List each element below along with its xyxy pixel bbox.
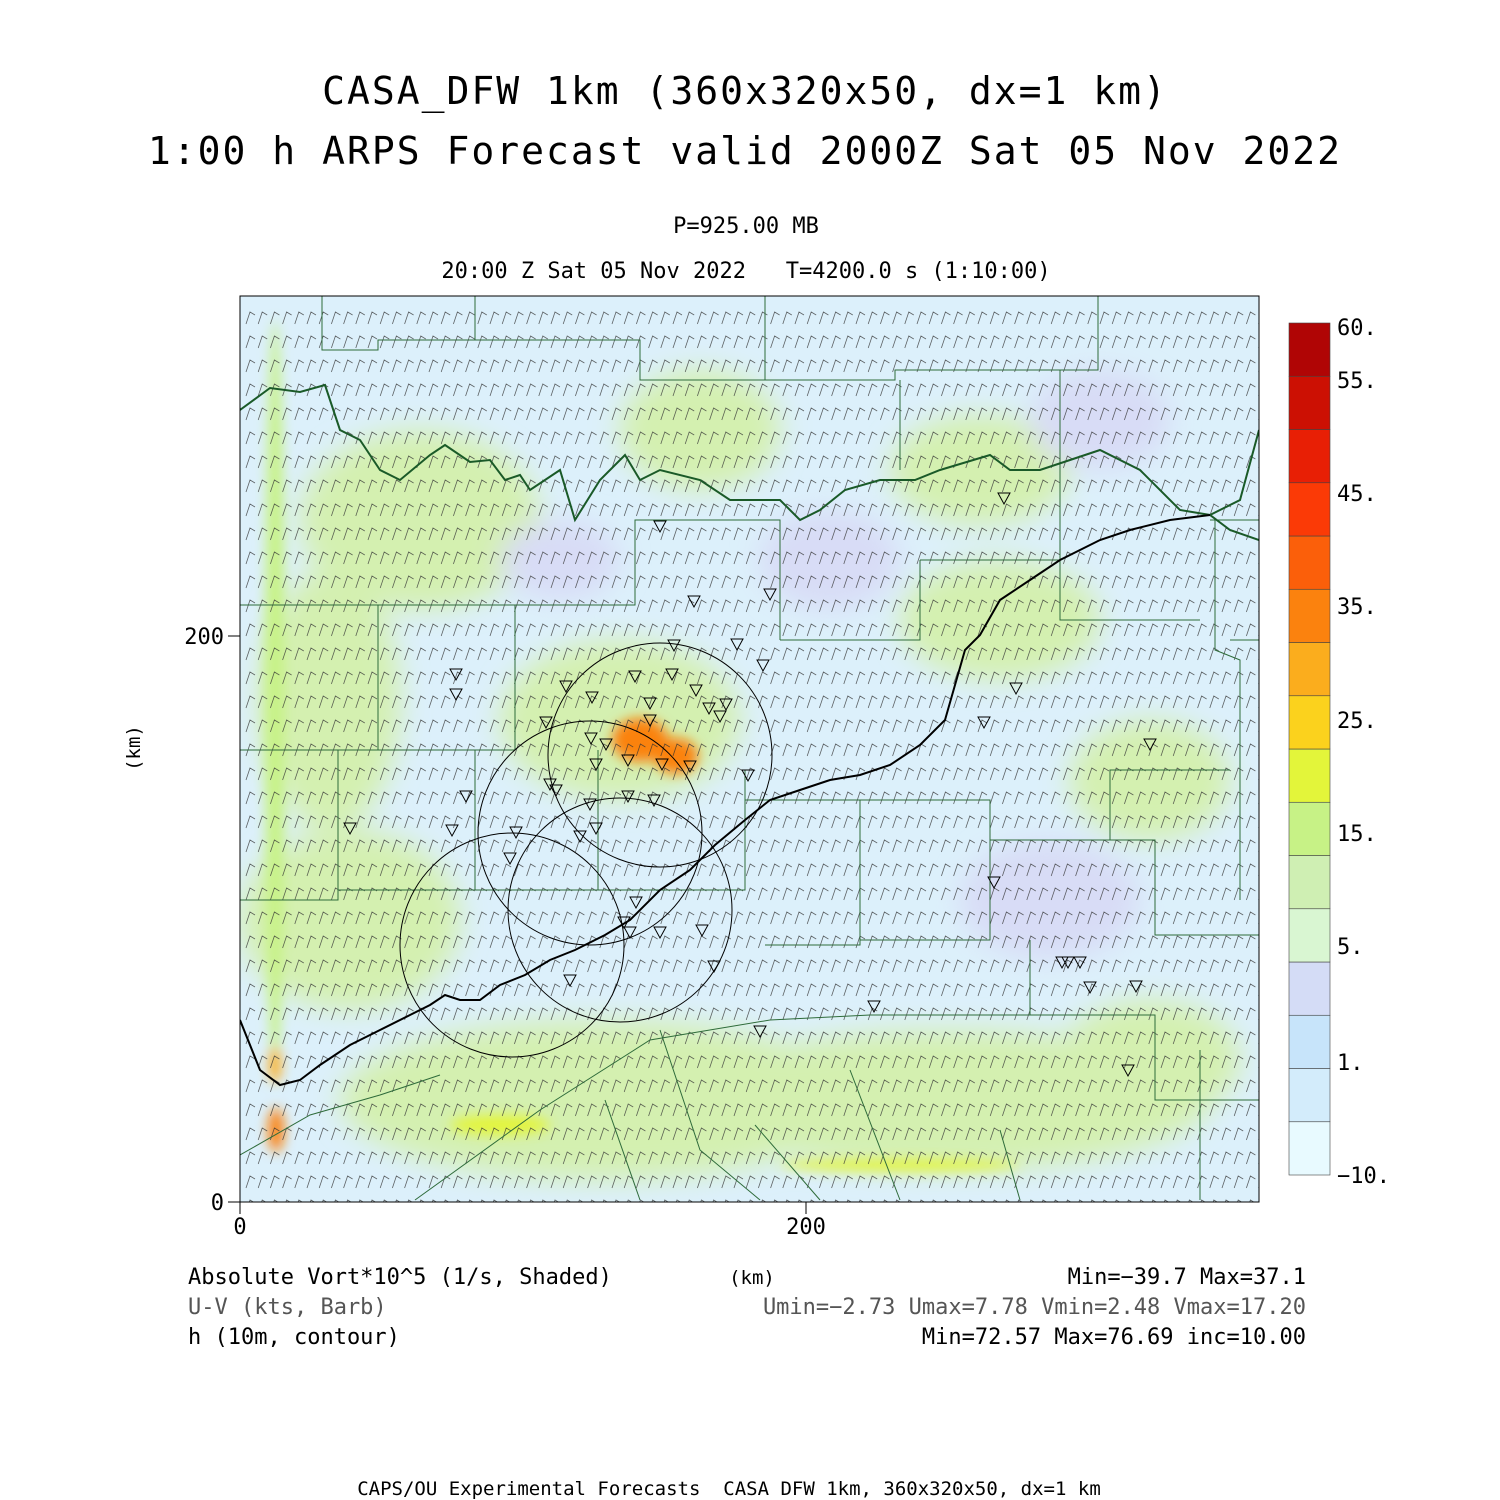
legend-field-3: h (10m, contour) (188, 1325, 400, 1350)
colorbar-segment (1289, 376, 1330, 429)
x-axis-label: (km) (729, 1267, 775, 1289)
colorbar-segment (1289, 483, 1330, 536)
legend-field-1: Absolute Vort*10^5 (1/s, Shaded) (188, 1265, 612, 1290)
pressure-level: P=925.00 MB (673, 214, 819, 239)
colorbar-segment (1289, 749, 1330, 802)
colorbar-segment (1289, 323, 1330, 376)
colorbar-label: 45. (1337, 482, 1377, 507)
colorbar-segment (1289, 589, 1330, 642)
colorbar-segment (1289, 430, 1330, 483)
colorbar-label: 35. (1337, 595, 1377, 620)
legend-stats-3: Min=72.57 Max=76.69 inc=10.00 (921, 1325, 1306, 1350)
footer-credit: CAPS/OU Experimental Forecasts CASA DFW 1km, 360x320x50, dx=1 km (357, 1478, 1101, 1500)
colorbar-label: 55. (1337, 369, 1377, 394)
colorbar-segment (1289, 909, 1330, 962)
colorbar-label: 25. (1337, 709, 1377, 734)
colorbar-segment (1289, 536, 1330, 589)
title-line-2: 1:00 h ARPS Forecast valid 2000Z Sat 05 Nov 2022 (147, 129, 1343, 173)
colorbar-segment (1289, 802, 1330, 855)
map-area (240, 296, 1268, 1212)
colorbar-label: 60. (1337, 316, 1377, 341)
colorbar-segment (1289, 1122, 1330, 1175)
colorbar-segment (1289, 696, 1330, 749)
colorbar-label: 5. (1337, 935, 1364, 960)
valid-time-line: 20:00 Z Sat 05 Nov 2022 T=4200.0 s (1:10:00) (441, 259, 1051, 284)
colorbar-segment (1289, 856, 1330, 909)
colorbar-segment (1289, 962, 1330, 1015)
colorbar-segment (1289, 1015, 1330, 1068)
title-line-1: CASA_DFW 1km (360x320x50, dx=1 km) (322, 69, 1168, 113)
colorbar-segment (1289, 1069, 1330, 1122)
colorbar-segment (1289, 643, 1330, 696)
legend-field-2: U-V (kts, Barb) (188, 1295, 387, 1320)
colorbar-label: 15. (1337, 822, 1377, 847)
y-axis-label: (km) (123, 725, 145, 771)
y-tick-200: 200 (184, 625, 224, 650)
colorbar-label: −10. (1337, 1164, 1390, 1189)
y-tick-0: 0 (210, 1191, 224, 1216)
legend-stats-1: Min=−39.7 Max=37.1 (1067, 1265, 1306, 1290)
x-tick-200: 200 (786, 1215, 826, 1240)
legend-stats-2: Umin=−2.73 Umax=7.78 Vmin=2.48 Vmax=17.20 (762, 1295, 1306, 1320)
colorbar (1289, 316, 1390, 1189)
colorbar-label: 1. (1337, 1051, 1364, 1076)
x-tick-0: 0 (233, 1215, 247, 1240)
